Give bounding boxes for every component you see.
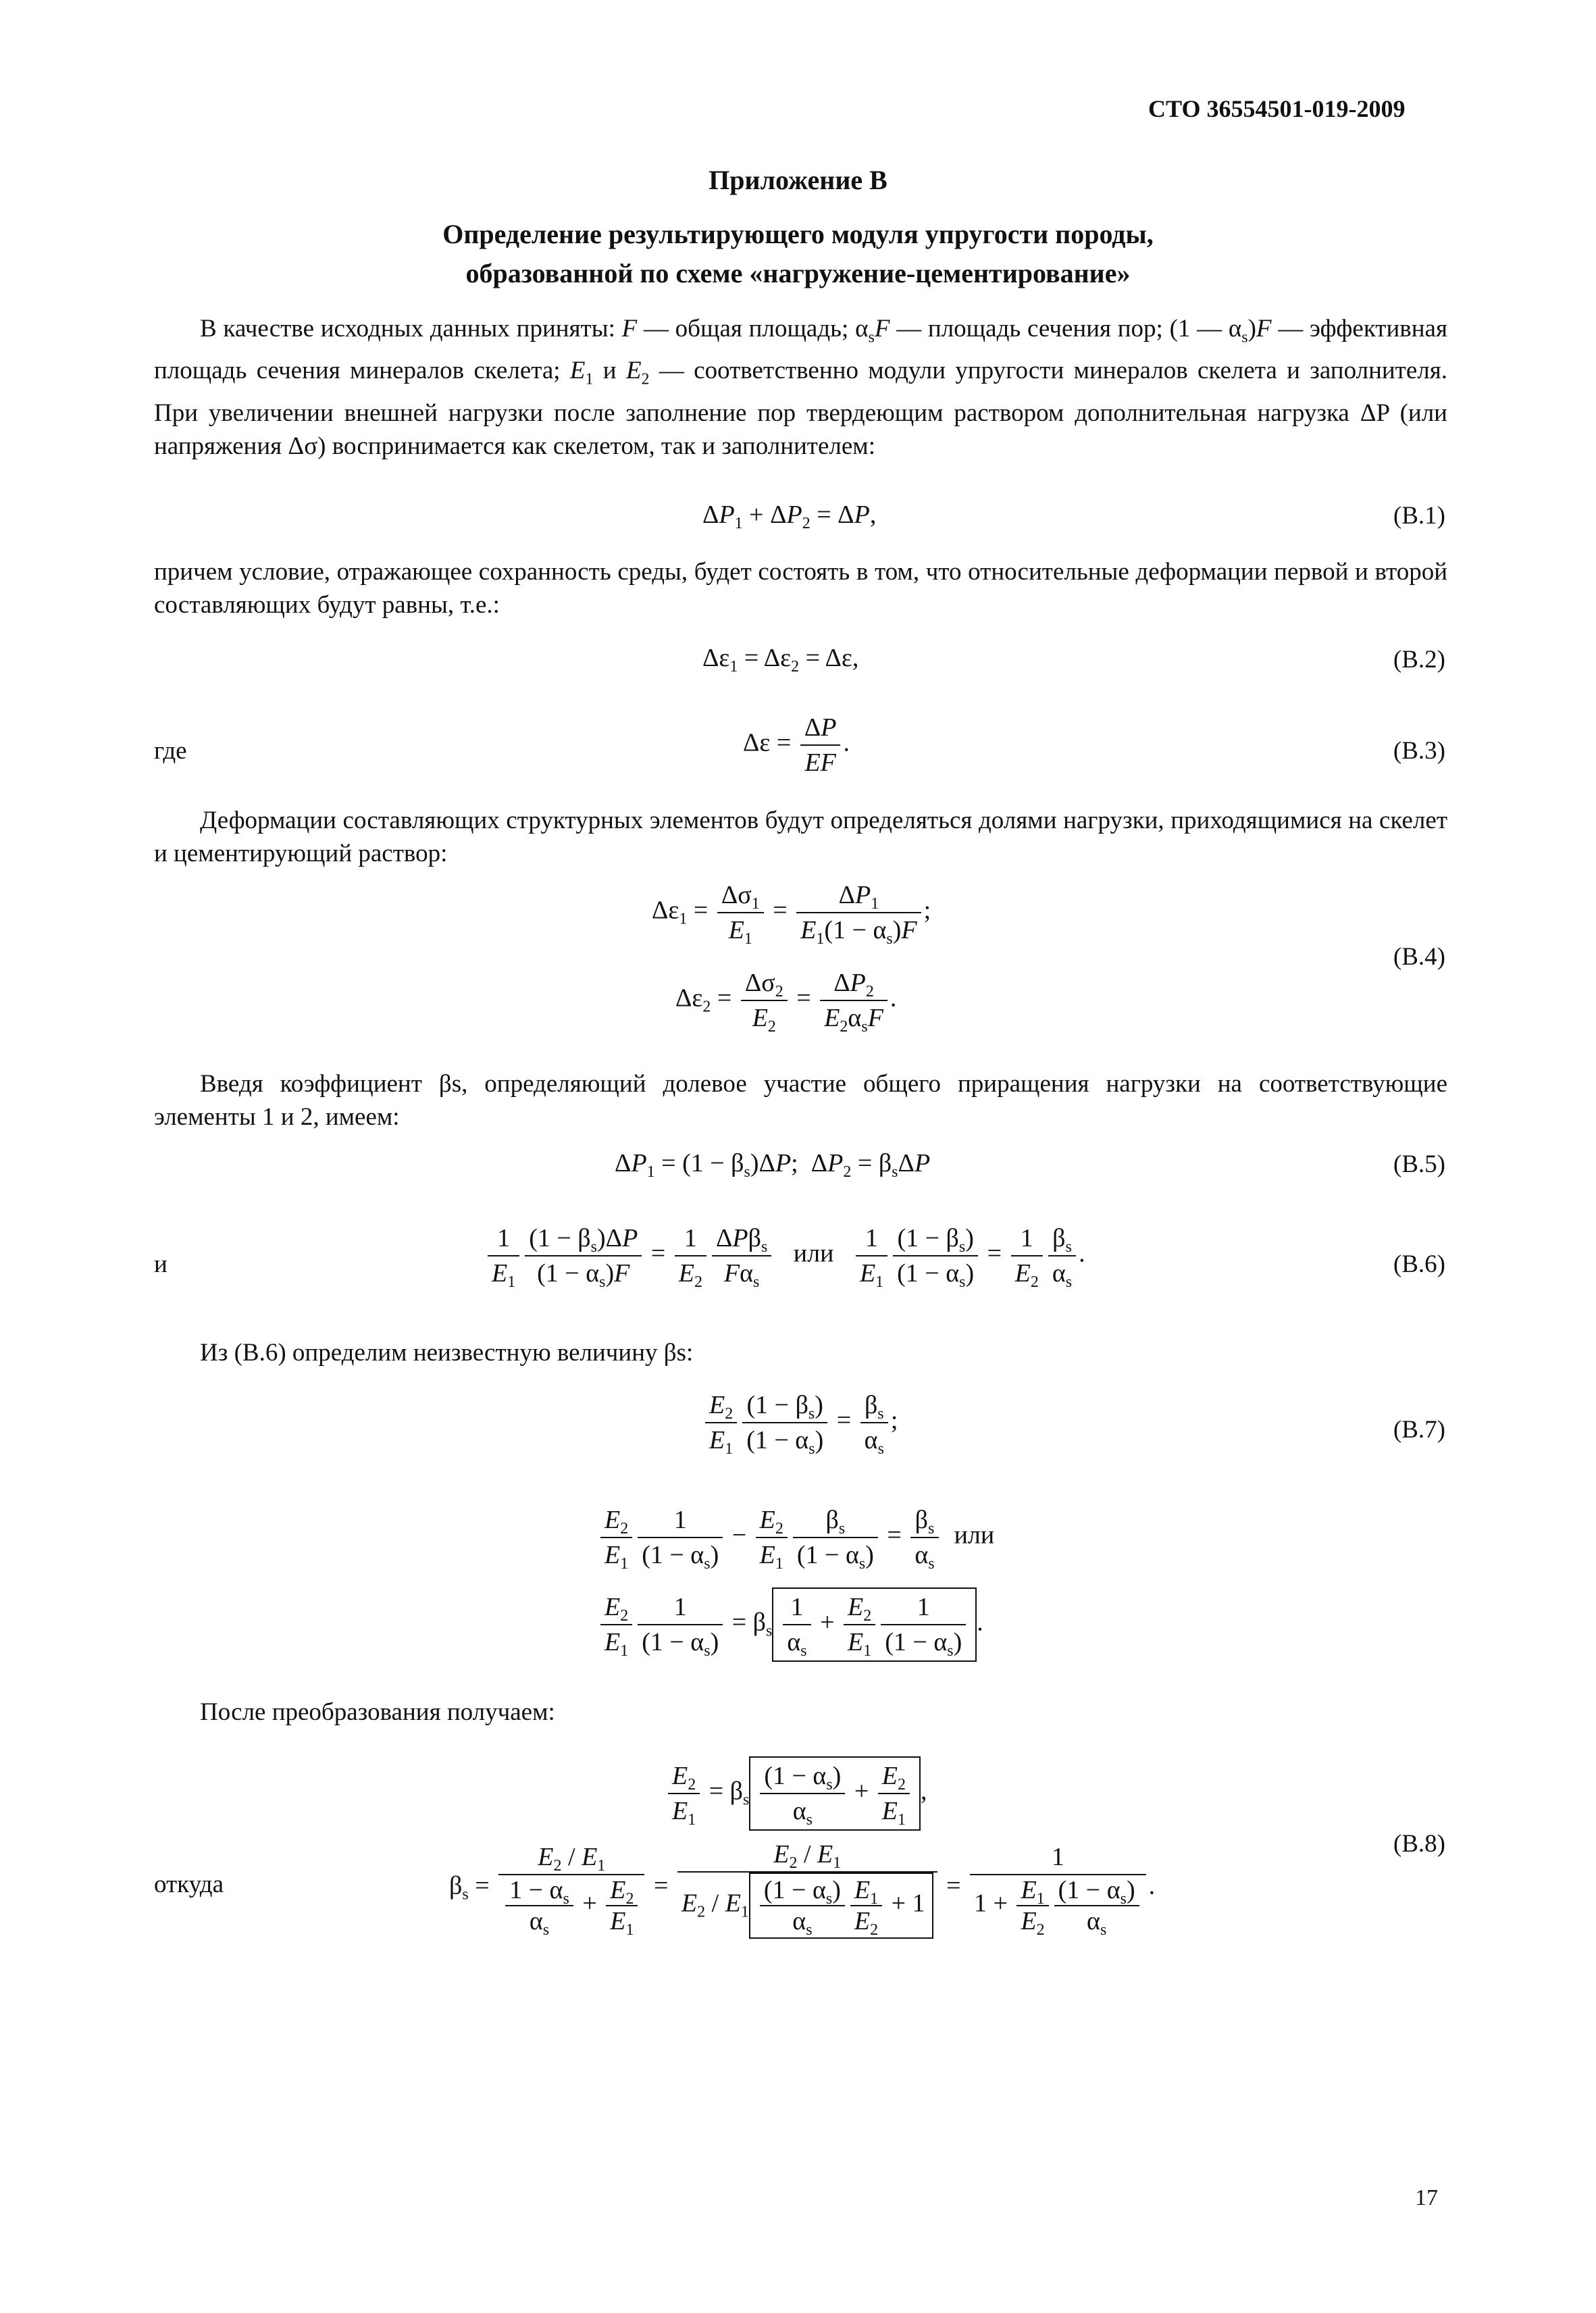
paragraph-determine-beta: Из (В.6) определим неизвестную величину βs: bbox=[200, 1339, 694, 1367]
where-label: где bbox=[154, 737, 187, 765]
equation-b7-derivation-2: $\frac{E_2}{E_1}$ $\frac{1}{(1 - \alpha_s)}$ = $\beta_s$ $\frac{1}{\alpha_s}$ + $\frac{E_2}{E_1}$ $\frac{1}{(1 - \alpha_s)}$ . bbox=[598, 1587, 983, 1662]
equation-number-b1: (В.1) bbox=[1393, 502, 1445, 530]
paragraph-deformations: Деформации составляющих структурных элементов будут определяться долями нагрузки, приходящимися на скелет и цементирующий раствор: bbox=[154, 807, 1447, 867]
paragraph-after-transformation: После преобразования получаем: bbox=[200, 1698, 555, 1726]
appendix-title-line-2: образованной по схеме «нагружение-цементирование» bbox=[465, 258, 1131, 288]
appendix-title-line-1: Определение результирующего модуля упругости породы, bbox=[442, 219, 1154, 249]
whence-label: откуда bbox=[154, 1871, 224, 1898]
equation-number-b7: (В.7) bbox=[1393, 1416, 1445, 1444]
equation-b4-line-1: $\Delta\varepsilon_1$ = $\frac{\Delta\sigma_1}{E_1}$ = $\frac{\Delta P_1}{E_1(1 - \alpha_s)F}$ ; bbox=[652, 881, 931, 948]
equation-number-b3: (В.3) bbox=[1393, 737, 1445, 765]
equation-b5: $\Delta P_1 = (1 - \beta_s)\Delta P$; $\Delta P_2 = \beta_s\Delta P$ bbox=[615, 1149, 931, 1181]
equation-b3: Δε = $\frac{\Delta P}{EF}$ . bbox=[743, 711, 850, 780]
paragraph-condition: причем условие, отражающее сохранность среды, будет состоять в том, что относительные деформации первой и второй составляющих будут равны, т.е.: bbox=[154, 558, 1447, 619]
or-label: или bbox=[793, 1239, 834, 1268]
equation-b7: $\frac{E_2}{E_1}$ $\frac{(1 - \beta_s)}{(1 - \alpha_s)}$ = $\frac{\beta_s}{\alpha_s}$ ; bbox=[702, 1388, 898, 1457]
equation-b6: $\frac{1}{E_1}$ $\frac{(1 - \beta_s)\Delta P}{(1 - \alpha_s)F}$ = $\frac{1}{E_2}$ $\frac{\Delta P\beta_s}{F\alpha_s}$ или $\frac{1}{E_1}$ $\frac{(1 - \beta_s)}{(1 - \alpha_s)}$ = $\frac{1}{E_2}$ $\frac{\beta_s}{\alpha_s}$ . bbox=[485, 1221, 1085, 1290]
equation-number-b6: (В.6) bbox=[1393, 1250, 1445, 1278]
equation-number-b4: (В.4) bbox=[1393, 943, 1445, 971]
paragraph-initial-data: В качестве исходных данных приняты: F — общая площадь; $\alpha_sF$ — площадь сечения пор; (1 — $\alpha_s)F$ — эффективная площадь сечения минералов скелета; $E_1$ и $E_2$ — соответственно модули упругости минералов скелета и заполнителя. При увеличении внешней нагрузки после заполнение пор твердеющим раствором дополнительная нагрузка ΔP (или напряжения Δσ) воспринимается как скелетом, так и заполнителем: bbox=[154, 315, 1448, 460]
equation-b8-line-2: $\beta_s$ = $E_2 / E_1$ $\frac{1 - \alpha_s}{\alpha_s}$ + $\frac{E_2}{E_1}$ = $E_2 / E_1$ $E_2 / E_1$ $\frac{(1 - \alpha_s)}{\alpha_s}$ $\frac{E_1}{E_2}$ + 1 = 1 1 + $\frac{E_1}{E_2}$ $\frac{(1 - \alpha_s)}{\alpha_s}$ . bbox=[449, 1840, 1156, 1939]
equation-b1: $\Delta P_1 + \Delta P_2 = \Delta P$, bbox=[702, 501, 877, 532]
appendix-label: Приложение В bbox=[709, 165, 887, 195]
equation-b7-derivation-1: $\frac{E_2}{E_1}$ $\frac{1}{(1 - \alpha_s)}$ − $\frac{E_2}{E_1}$ $\frac{\beta_s}{(1 - \alpha_s)}$ = $\frac{\beta_s}{\alpha_s}$ или bbox=[598, 1503, 994, 1572]
paragraph-beta-coefficient: Введя коэффициент βs, определяющий долевое участие общего приращения нагрузки на соответствующие элементы 1 и 2, имеем: bbox=[154, 1070, 1447, 1131]
equation-b4-line-2: $\Delta\varepsilon_2$ = $\frac{\Delta\sigma_2}{E_2}$ = $\frac{\Delta P_2}{E_2\alpha_sF}$ . bbox=[675, 969, 897, 1036]
equation-number-b8: (В.8) bbox=[1393, 1830, 1445, 1858]
equation-number-b2: (В.2) bbox=[1393, 646, 1445, 673]
page-number: 17 bbox=[1415, 2185, 1438, 2210]
equation-b2: $\Delta\varepsilon_1 = \Delta\varepsilon_2 = \Delta\varepsilon$, bbox=[702, 644, 859, 676]
equation-number-b5: (В.5) bbox=[1393, 1150, 1445, 1178]
or-label-2: или bbox=[954, 1521, 995, 1550]
document-code: СТО 36554501-019-2009 bbox=[1148, 95, 1406, 122]
equation-b8-line-1: $\frac{E_2}{E_1}$ = $\beta_s$ $\frac{(1 - \alpha_s)}{\alpha_s}$ + $\frac{E_2}{E_1}$ , bbox=[665, 1756, 927, 1831]
and-label: и bbox=[154, 1250, 168, 1278]
